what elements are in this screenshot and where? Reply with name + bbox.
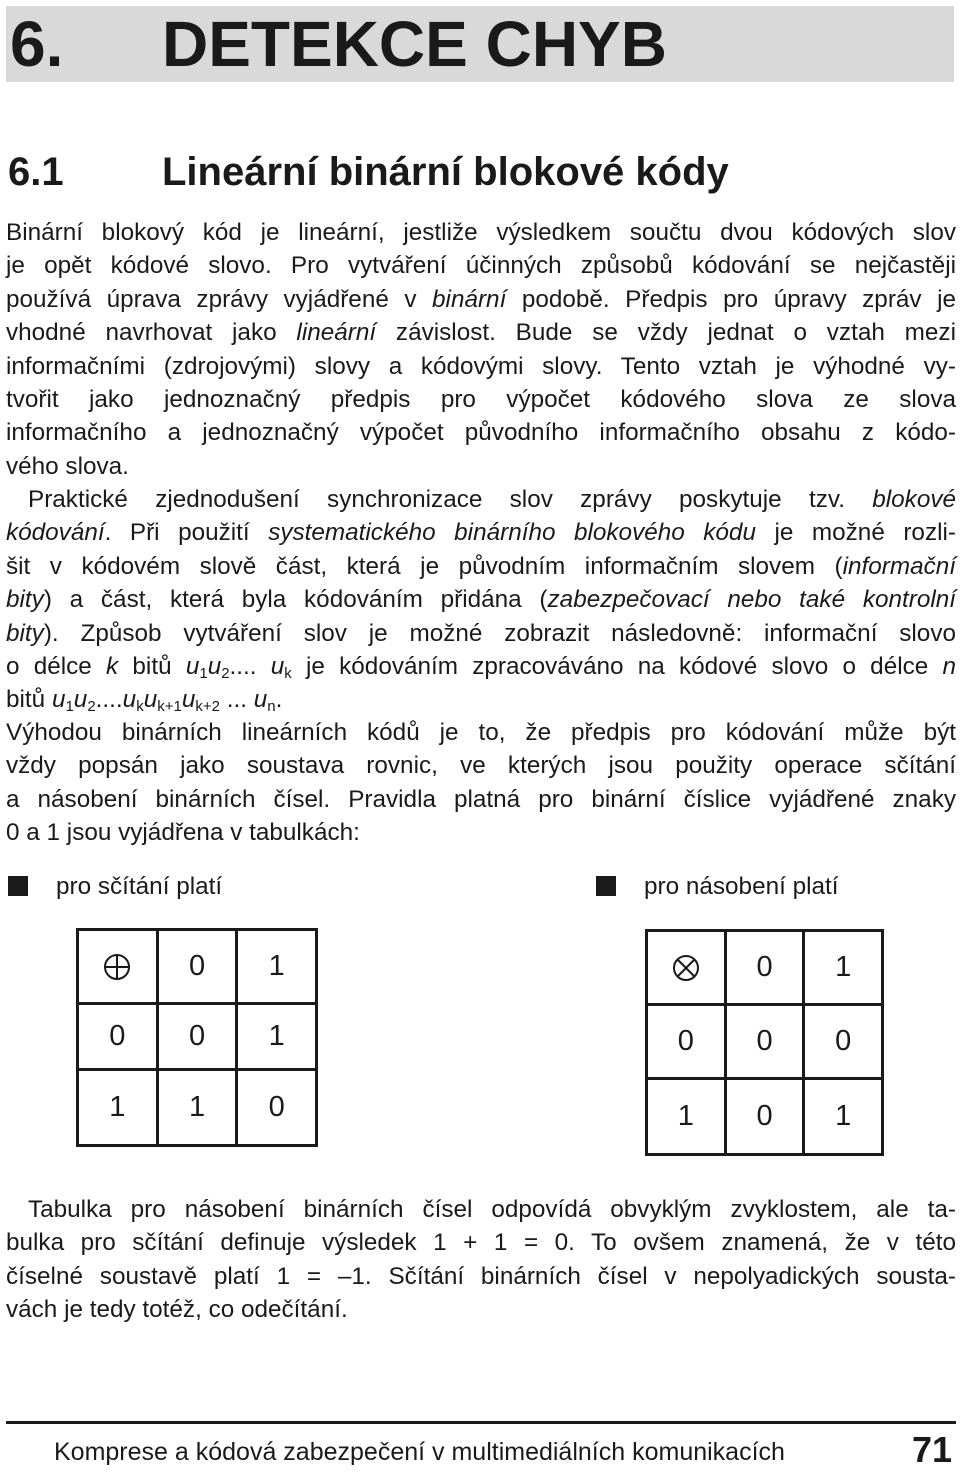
paragraph-advantages [6,716,956,850]
emphasis: zabezpečovací nebo také kontrolní [547,586,957,614]
text-line-formula: o délce k bitů $u_1u_2$.... $u_k$ je kódováním zpracováváno na kódové slovo o délce n [6,652,957,682]
emphasis: blokové [872,486,956,513]
text-line: informačního a jednoznačný výpočet původního informačního obsahu z kódo- [6,419,956,447]
text-line: vhodné navrhovat jako lineární závislost. Bude se vždy jednat o vztah mezi [6,319,956,347]
text-line: vého slova. [6,452,129,480]
table-header-row [78,930,317,1004]
running-footer: Komprese a kódová zabezpečení v multimediálních komunikacích [54,1438,785,1466]
text-line-formula: bitů $u_1u_2....u_ku_{k+1}u_{k+2}$ ... $u_n$. [6,686,283,716]
table-cell: 0 [157,930,237,1004]
table-cell: 0 [725,1079,804,1155]
table-cell: 0 [78,1004,158,1070]
addition-table [76,928,318,1147]
table-cell: 1 [78,1070,158,1146]
bullet-label: pro násobení platí [644,873,839,900]
text-line: vždy popsán jako soustava rovnic, ve kterých jsou použity operace sčítání [6,752,956,780]
table-cell: 1 [237,1004,317,1070]
paragraph-intro [6,216,956,483]
square-bullet-icon [596,876,616,896]
text-line: používá úprava zprávy vyjádřené v binární podobě. Předpis pro úpravy zpráv je [6,285,956,313]
section-title [8,148,729,196]
emphasis: kódování [6,519,105,547]
text-line: bity) a část, která byla kódováním přidána (zabezpečovací nebo také kontrolní [6,586,957,614]
text-line: informačními (zdrojovými) slovy a kódovými slovy. Tento vztah je výhodné vy- [6,352,956,380]
section-title-text: Lineární binární blokové kódy [162,150,729,194]
text-line: šit v kódovém slově část, která je původním informačním slovem (informační [6,552,956,580]
text-line: 0 a 1 jsou vyjádřena v tabulkách: [6,819,360,847]
text-line: Tabulka pro násobení binárních čísel odpovídá obvyklým zvyklostem, ale ta- [28,1196,956,1223]
table-row [78,1004,317,1070]
paragraph-conclusion [6,1193,956,1327]
operator-cell [647,931,726,1005]
text-line: a násobení binárních čísel. Pravidla platná pro binární číslice vyjádřené znaky [6,785,956,813]
page-number: 71 [911,1429,952,1470]
text-line: vách je tedy totéž, co odečítání. [6,1296,348,1324]
table-cell: 0 [157,1004,237,1070]
emphasis: lineární [296,319,377,347]
footer-divider [6,1421,956,1424]
text-line: bulka pro sčítání definuje výsledek 1 + 1 = 0. To ovšem znamená, že v této [6,1229,956,1257]
operator-cell [78,930,158,1004]
table-header-row [647,931,883,1005]
text-line: bity). Způsob vytváření slov je možné zobrazit následovně: informační slovo [6,619,956,647]
text-line: je opět kódové slovo. Pro vytváření účinných způsobů kódování se nejčastěji [6,252,956,280]
table-row [78,1070,317,1146]
circled-times-icon [671,953,701,983]
chapter-number: 6. [10,8,64,80]
table-cell: 0 [725,1005,804,1079]
table-cell: 0 [647,1005,726,1079]
bullet-multiplication [596,870,839,904]
chapter-title [10,6,667,82]
text-line: Binární blokový kód je lineární, jestliže výsledkem součtu dvou kódových slov [6,219,956,246]
square-bullet-icon [8,876,28,896]
table-cell: 0 [804,1005,883,1079]
circled-plus-icon [102,952,132,982]
text-line: číselné soustavě platí 1 = –1. Sčítání binárních čísel v nepolyadických sousta- [6,1262,956,1290]
table-cell: 0 [725,931,804,1005]
chapter-title-text: DETEKCE CHYB [162,8,667,80]
table-cell: 0 [237,1070,317,1146]
table-cell: 1 [804,1079,883,1155]
table-row [647,1005,883,1079]
table-cell: 1 [237,930,317,1004]
multiplication-table [645,929,884,1156]
table-row [647,1079,883,1155]
text-line: kódování. Při použití systematického binárního blokového kódu je možné rozli- [6,519,956,547]
emphasis: systematického binárního blokového kódu [268,519,756,547]
text-line: Praktické zjednodušení synchronizace slov zprávy poskytuje tzv. blokové [28,486,956,513]
emphasis: bity [6,586,44,614]
paragraph-block-coding [6,483,956,717]
table-cell: 1 [647,1079,726,1155]
section-number: 6.1 [8,150,64,194]
text-line: Výhodou binárních lineárních kódů je to, že předpis pro kódování může být [6,719,956,746]
emphasis: binární [432,285,507,313]
bullet-label: pro sčítání platí [56,873,223,900]
table-cell: 1 [157,1070,237,1146]
emphasis: informační [842,552,956,580]
table-cell: 1 [804,931,883,1005]
emphasis: bity [6,619,44,647]
bullet-addition [8,870,222,904]
text-line: tvořit jako jednoznačný předpis pro výpočet kódového slova ze slova [6,385,956,413]
